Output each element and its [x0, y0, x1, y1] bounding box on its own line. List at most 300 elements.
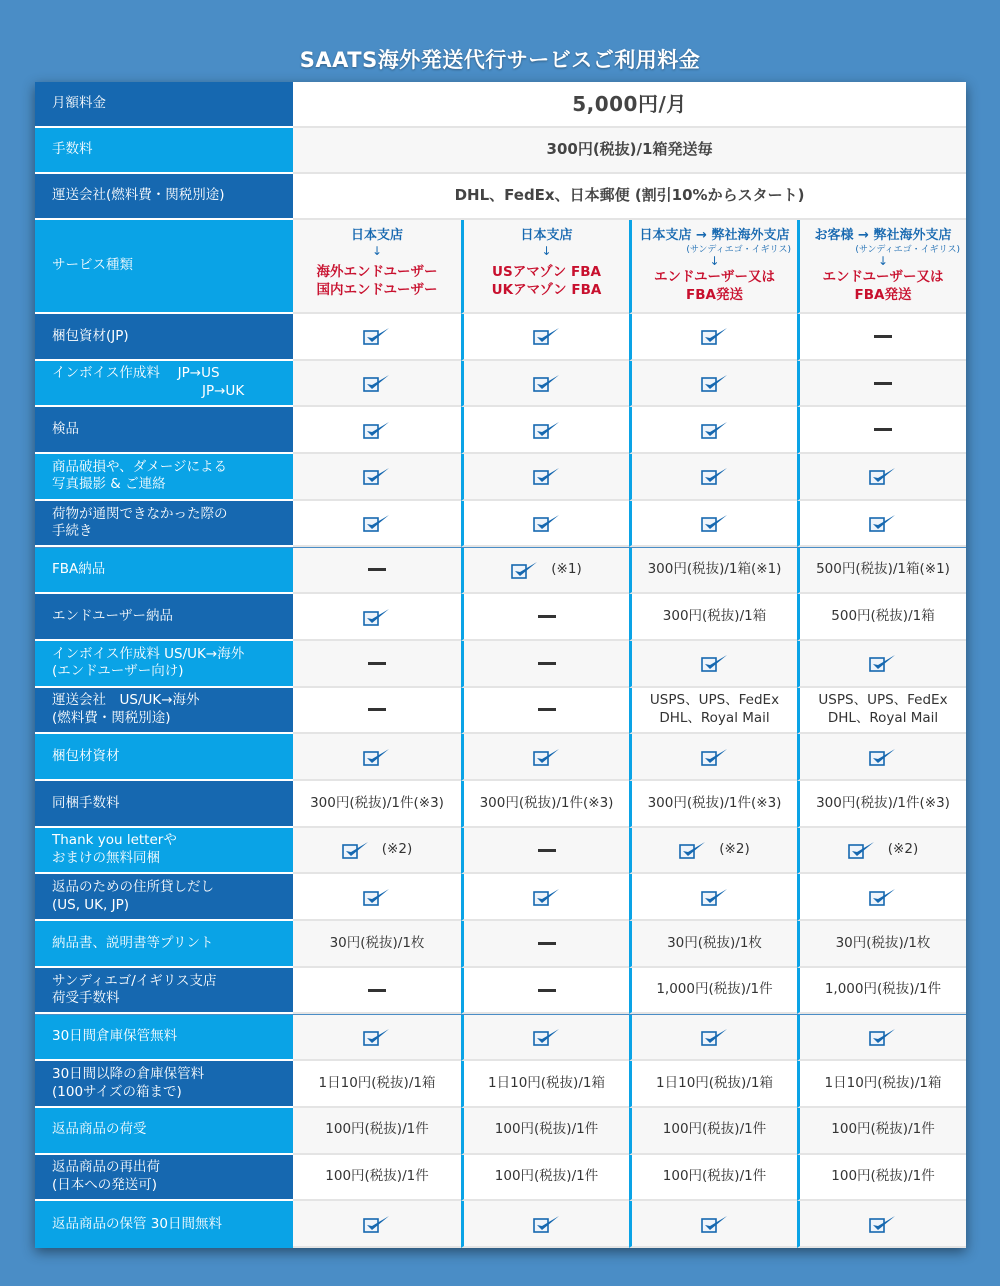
checkmark-icon [533, 513, 561, 533]
row-label-text: 30日間以降の倉庫保管料 [52, 1065, 205, 1082]
table-cell [293, 361, 461, 408]
checkmark-icon [363, 513, 391, 533]
table-row [35, 1201, 966, 1248]
table-cell [629, 1155, 797, 1202]
down-arrow-icon: ↓ [709, 254, 720, 268]
checkmark-icon [701, 326, 729, 346]
table-cell [797, 454, 966, 501]
table-cell [293, 734, 461, 781]
table-cell [461, 1201, 629, 1248]
checkmark-icon [701, 466, 729, 486]
service-origin-note: (サンディエゴ・イギリス) [855, 245, 960, 255]
cell-value [825, 981, 941, 999]
service-destination: エンドユーザー又は [654, 269, 775, 285]
service-destination: 海外エンドユーザー [316, 264, 438, 280]
service-origin-note: (サンディエゴ・イギリス) [686, 245, 791, 255]
checkmark-icon [363, 1214, 391, 1234]
table-row [35, 1061, 966, 1108]
table-cell [629, 968, 797, 1015]
row-label [35, 968, 293, 1015]
pricing-table [35, 82, 966, 1248]
cell-value [663, 608, 766, 626]
checkmark-icon [363, 326, 391, 346]
checkmark-icon [701, 1214, 729, 1234]
table-cell [629, 734, 797, 781]
table-cell [293, 1201, 461, 1248]
table-cell [293, 548, 461, 595]
table-cell [461, 874, 629, 921]
table-row [35, 454, 966, 501]
cell-text: USPS、UPS、FedEx [818, 692, 948, 709]
checkmark-icon [869, 466, 897, 486]
checkmark-icon [701, 653, 729, 673]
checkmark-icon [342, 840, 370, 860]
checkmark-icon [533, 747, 561, 767]
checkmark-icon [869, 466, 897, 486]
checkmark-icon [363, 466, 391, 486]
checkmark-icon [533, 373, 561, 393]
cell-value [831, 1168, 934, 1186]
checkmark-icon [701, 653, 729, 673]
checkmark-icon [363, 747, 391, 767]
table-cell [293, 641, 461, 688]
row-label [35, 548, 293, 595]
table-cell [461, 361, 629, 408]
checkmark-icon [533, 1214, 561, 1234]
service-origin: 日本支店 [520, 228, 573, 243]
handling-fee-row [35, 128, 966, 174]
table-row [35, 688, 966, 735]
checkmark-icon [869, 513, 897, 533]
checkmark-icon [363, 466, 391, 486]
checkmark-icon [701, 420, 729, 440]
cell-value [831, 1121, 934, 1139]
row-label [35, 921, 293, 968]
cell-value [818, 692, 947, 727]
service-destination: 国内エンドユーザー [316, 282, 438, 298]
row-label [35, 361, 293, 408]
checkmark-icon [363, 513, 391, 533]
table-row [35, 641, 966, 688]
cell-text: 100円(税抜)/1件 [494, 1168, 599, 1185]
table-cell [461, 734, 629, 781]
row-label-text: 運送会社(燃料費・関税別途) [52, 187, 225, 204]
cell-value [648, 795, 782, 813]
cell-value [667, 935, 762, 953]
table-row [35, 501, 966, 548]
service-destination: エンドユーザー又は [822, 269, 944, 285]
cell-value [663, 1121, 766, 1139]
checkmark-icon [869, 513, 897, 533]
checkmark-icon [701, 747, 729, 767]
checkmark-icon [533, 326, 561, 346]
row-label [35, 1155, 293, 1202]
table-cell [629, 1061, 797, 1108]
checkmark-icon [701, 373, 729, 393]
checkmark-icon [363, 326, 391, 346]
service-destination: FBA発送 [686, 287, 743, 303]
row-label-text: 荷物が通関できなかった際の [52, 505, 228, 522]
row-label [35, 734, 293, 781]
table-cell [629, 874, 797, 921]
checkmark-icon [363, 420, 391, 440]
checkmark-icon [363, 373, 391, 393]
cell-text: 1日10円(税抜)/1箱 [656, 1074, 773, 1091]
cell-value [816, 561, 950, 579]
checkmark-icon [701, 1027, 729, 1047]
cell-text: 1日10円(税抜)/1箱 [318, 1074, 436, 1091]
table-row [35, 921, 966, 968]
cell-text: 100円(税抜)/1件 [662, 1168, 767, 1185]
checkmark-icon [533, 466, 561, 486]
row-label-text: インボイス作成料 JP→US [52, 365, 220, 382]
row-label-text: 同梱手数料 [52, 794, 120, 811]
checkmark-icon [363, 607, 391, 627]
table-row [35, 314, 966, 361]
checkmark-icon [701, 1027, 729, 1047]
table-row [35, 548, 966, 595]
row-label-text: 検品 [52, 420, 79, 437]
row-label-text: 商品破損や、ダメージによる [52, 458, 227, 475]
row-label [35, 128, 293, 174]
cell-text: 300円(税抜)/1箱 [662, 607, 767, 624]
table-row [35, 594, 966, 641]
checkmark-icon [363, 1027, 391, 1047]
table-cell [629, 1108, 797, 1155]
table-cell [293, 314, 461, 361]
table-row [35, 874, 966, 921]
carrier-value: DHL、FedEx、日本郵便 (割引10%からスタート) [293, 174, 966, 220]
checkmark-icon [869, 747, 897, 767]
table-row [35, 407, 966, 454]
table-cell [293, 1015, 461, 1062]
table-cell [461, 501, 629, 548]
cell-value [330, 935, 425, 953]
checkmark-icon [679, 840, 707, 860]
checkmark-icon [869, 1214, 897, 1234]
cell-value [480, 795, 614, 813]
row-label-text: (燃料費・関税別途) [52, 709, 171, 726]
checkmark-icon [363, 887, 391, 907]
checkmark-icon [869, 1027, 897, 1047]
table-cell [629, 454, 797, 501]
checkmark-icon [701, 887, 729, 907]
row-label [35, 501, 293, 548]
table-cell [461, 314, 629, 361]
cell-value [650, 692, 779, 727]
checkmark-icon [701, 513, 729, 533]
table-cell [797, 828, 966, 875]
table-cell [293, 968, 461, 1015]
table-cell [629, 828, 797, 875]
cell-text: 500円(税抜)/1箱 [831, 607, 935, 624]
table-cell [797, 548, 966, 595]
row-label [35, 641, 293, 688]
cell-text: DHL、Royal Mail [659, 709, 770, 726]
checkmark-icon [363, 373, 391, 393]
checkmark-icon [869, 1027, 897, 1047]
cell-value [488, 1075, 605, 1093]
cell-value [325, 1121, 428, 1139]
row-label [35, 174, 293, 220]
table-cell [461, 828, 629, 875]
checkmark-icon [363, 607, 391, 627]
checkmark-icon [701, 747, 729, 767]
cell-value [656, 981, 772, 999]
service-column-3 [629, 220, 797, 314]
dash-icon [368, 989, 386, 992]
table-cell [797, 1201, 966, 1248]
row-label-text: エンドユーザー納品 [52, 607, 173, 624]
row-label [35, 594, 293, 641]
checkmark-icon [533, 466, 561, 486]
table-cell [461, 781, 629, 828]
table-cell [293, 688, 461, 735]
table-cell [797, 968, 966, 1015]
cell-text: 300円(税抜)/1箱(※1) [647, 561, 782, 578]
service-destination: UKアマゾン FBA [491, 282, 602, 298]
cell-value [319, 1075, 436, 1093]
cell-note: (※1) [551, 561, 582, 578]
cell-text: 100円(税抜)/1件 [325, 1121, 429, 1138]
table-cell [293, 407, 461, 454]
cell-value [325, 1168, 428, 1186]
cell-note: (※2) [719, 841, 750, 858]
table-cell [797, 594, 966, 641]
table-cell [629, 548, 797, 595]
dash-icon [538, 708, 556, 711]
cell-text: 100円(税抜)/1件 [325, 1168, 429, 1185]
dash-icon [538, 662, 556, 665]
checkmark-icon [533, 420, 561, 440]
row-label-text: 返品のための住所貸しだし [52, 879, 214, 896]
row-label-text: 返品商品の荷受 [52, 1121, 147, 1138]
checkmark-icon [363, 747, 391, 767]
cell-note: (※2) [887, 841, 919, 858]
row-label [35, 1201, 293, 1248]
table-cell [293, 921, 461, 968]
dash-icon [368, 568, 386, 571]
row-label-text: 運送会社 US/UK→海外 [52, 692, 200, 709]
cell-text: 1,000円(税抜)/1件 [824, 981, 942, 998]
row-label [35, 828, 293, 875]
table-cell [629, 641, 797, 688]
monthly-fee-value: 5,000円/月 [293, 82, 966, 128]
page-title: SAATS海外発送代行サービスご利用料金 [299, 48, 701, 72]
table-cell [461, 407, 629, 454]
table-cell [461, 921, 629, 968]
checkmark-icon [869, 1214, 897, 1234]
cell-text: 100円(税抜)/1件 [831, 1168, 935, 1185]
table-cell [293, 828, 461, 875]
dash-icon [368, 662, 386, 665]
carrier-row [35, 174, 966, 220]
checkmark-icon [701, 1214, 729, 1234]
table-row [35, 828, 966, 875]
row-label-text: インボイス作成料 US/UK→海外 [52, 645, 245, 662]
cell-value [816, 795, 950, 813]
dash-icon [368, 708, 386, 711]
row-label-text: 写真撮影 & ご連絡 [52, 476, 166, 493]
table-row [35, 1155, 966, 1202]
table-cell [293, 781, 461, 828]
row-label [35, 1108, 293, 1155]
table-cell [293, 1155, 461, 1202]
handling-fee-value: 300円(税抜)/1箱発送毎 [293, 128, 966, 174]
cell-text: 1日10円(税抜)/1箱 [824, 1074, 942, 1091]
checkmark-icon [869, 747, 897, 767]
cell-value [495, 1168, 598, 1186]
checkmark-icon [363, 1214, 391, 1234]
cell-value [656, 1075, 773, 1093]
row-label-text: 返品商品の保管 30日間無料 [52, 1215, 222, 1232]
table-cell [797, 688, 966, 735]
row-label [35, 82, 293, 128]
table-cell [797, 1108, 966, 1155]
row-label [35, 874, 293, 921]
table-cell [293, 874, 461, 921]
table-cell [629, 501, 797, 548]
table-row [35, 361, 966, 408]
row-label [35, 1061, 293, 1108]
row-label-text: (100サイズの箱まで) [52, 1083, 182, 1100]
checkmark-icon [363, 887, 391, 907]
table-cell [629, 407, 797, 454]
checkmark-icon [533, 1214, 561, 1234]
table-cell [461, 688, 629, 735]
table-row [35, 781, 966, 828]
down-arrow-icon: ↓ [371, 244, 383, 258]
checkmark-icon [701, 420, 729, 440]
row-label-text: サービス種類 [52, 257, 133, 274]
table-cell [461, 1015, 629, 1062]
cell-text: USPS、UPS、FedEx [649, 692, 780, 709]
cell-text: 30円(税抜)/1枚 [667, 934, 762, 951]
cell-text: 1,000円(税抜)/1件 [656, 981, 773, 998]
checkmark-icon [533, 1027, 561, 1047]
table-cell [461, 1061, 629, 1108]
checkmark-icon [363, 420, 391, 440]
table-cell [461, 548, 629, 595]
table-cell [461, 641, 629, 688]
checkmark-icon [848, 840, 876, 860]
table-cell [461, 454, 629, 501]
checkmark-icon [533, 887, 561, 907]
checkmark-icon [533, 1027, 561, 1047]
row-label-text: (エンドユーザー向け) [52, 663, 184, 680]
row-label [35, 454, 293, 501]
cell-value [495, 1121, 598, 1139]
row-label-text: サンディエゴ/イギリス支店 [52, 972, 217, 989]
table-cell [461, 594, 629, 641]
cell-value [825, 1075, 942, 1093]
service-destination: FBA発送 [854, 287, 912, 303]
checkmark-icon [869, 887, 897, 907]
row-label [35, 220, 293, 314]
row-label [35, 314, 293, 361]
table-cell [629, 361, 797, 408]
service-column-1 [293, 220, 461, 314]
table-cell [293, 454, 461, 501]
row-label-text: Thank you letterや [52, 832, 177, 849]
cell-text: 100円(税抜)/1件 [831, 1121, 935, 1138]
table-cell [797, 1155, 966, 1202]
dash-icon [538, 942, 556, 945]
checkmark-icon [701, 373, 729, 393]
service-origin: お客様 → 弊社海外支店 [814, 228, 952, 243]
checkmark-icon [679, 840, 707, 860]
row-label-text: FBA納品 [52, 561, 106, 578]
down-arrow-icon: ↓ [877, 254, 889, 268]
checkmark-icon [533, 513, 561, 533]
row-label-text: 梱包材資材 [52, 747, 120, 764]
checkmark-icon [701, 326, 729, 346]
row-label [35, 1015, 293, 1062]
cell-text: 300円(税抜)/1件(※3) [647, 794, 782, 811]
table-cell [629, 314, 797, 361]
table-cell [797, 361, 966, 408]
cell-text: 1日10円(税抜)/1箱 [488, 1074, 605, 1091]
table-cell [797, 921, 966, 968]
table-cell [293, 1061, 461, 1108]
dash-icon [538, 615, 556, 618]
table-cell [293, 594, 461, 641]
service-column-4 [797, 220, 966, 314]
cell-text: 300円(税抜)/1件(※3) [816, 794, 950, 811]
cell-text: 300円(税抜)/1件(※3) [479, 794, 614, 811]
table-cell [461, 1155, 629, 1202]
row-label [35, 781, 293, 828]
service-origin: 日本支店 → 弊社海外支店 [639, 228, 790, 243]
table-row [35, 734, 966, 781]
checkmark-icon [533, 373, 561, 393]
table-cell [629, 1201, 797, 1248]
table-cell [293, 1108, 461, 1155]
dash-icon [538, 989, 556, 992]
checkmark-icon [342, 840, 370, 860]
monthly-fee-row [35, 82, 966, 128]
table-cell [629, 921, 797, 968]
cell-text: 100円(税抜)/1件 [494, 1121, 599, 1138]
cell-value [836, 935, 931, 953]
dash-icon [874, 335, 892, 338]
dash-icon [874, 428, 892, 431]
table-cell [797, 407, 966, 454]
table-cell [629, 594, 797, 641]
table-cell [797, 781, 966, 828]
table-row [35, 1015, 966, 1062]
row-label-text: 30日間倉庫保管無料 [52, 1028, 178, 1045]
table-cell [293, 501, 461, 548]
cell-text: 30円(税抜)/1枚 [329, 934, 425, 951]
checkmark-icon [869, 653, 897, 673]
row-label-text: 手続き [52, 523, 93, 540]
table-cell [461, 1108, 629, 1155]
checkmark-icon [533, 326, 561, 346]
checkmark-icon [511, 560, 539, 580]
table-cell [629, 781, 797, 828]
row-label-text: 手数料 [52, 141, 93, 158]
service-origin: 日本支店 [350, 228, 403, 243]
checkmark-icon [869, 653, 897, 673]
checkmark-icon [848, 840, 876, 860]
checkmark-icon [533, 887, 561, 907]
row-label [35, 407, 293, 454]
checkmark-icon [363, 1027, 391, 1047]
service-type-row [35, 220, 966, 314]
row-label-text: 月額料金 [52, 95, 106, 112]
table-cell [797, 734, 966, 781]
